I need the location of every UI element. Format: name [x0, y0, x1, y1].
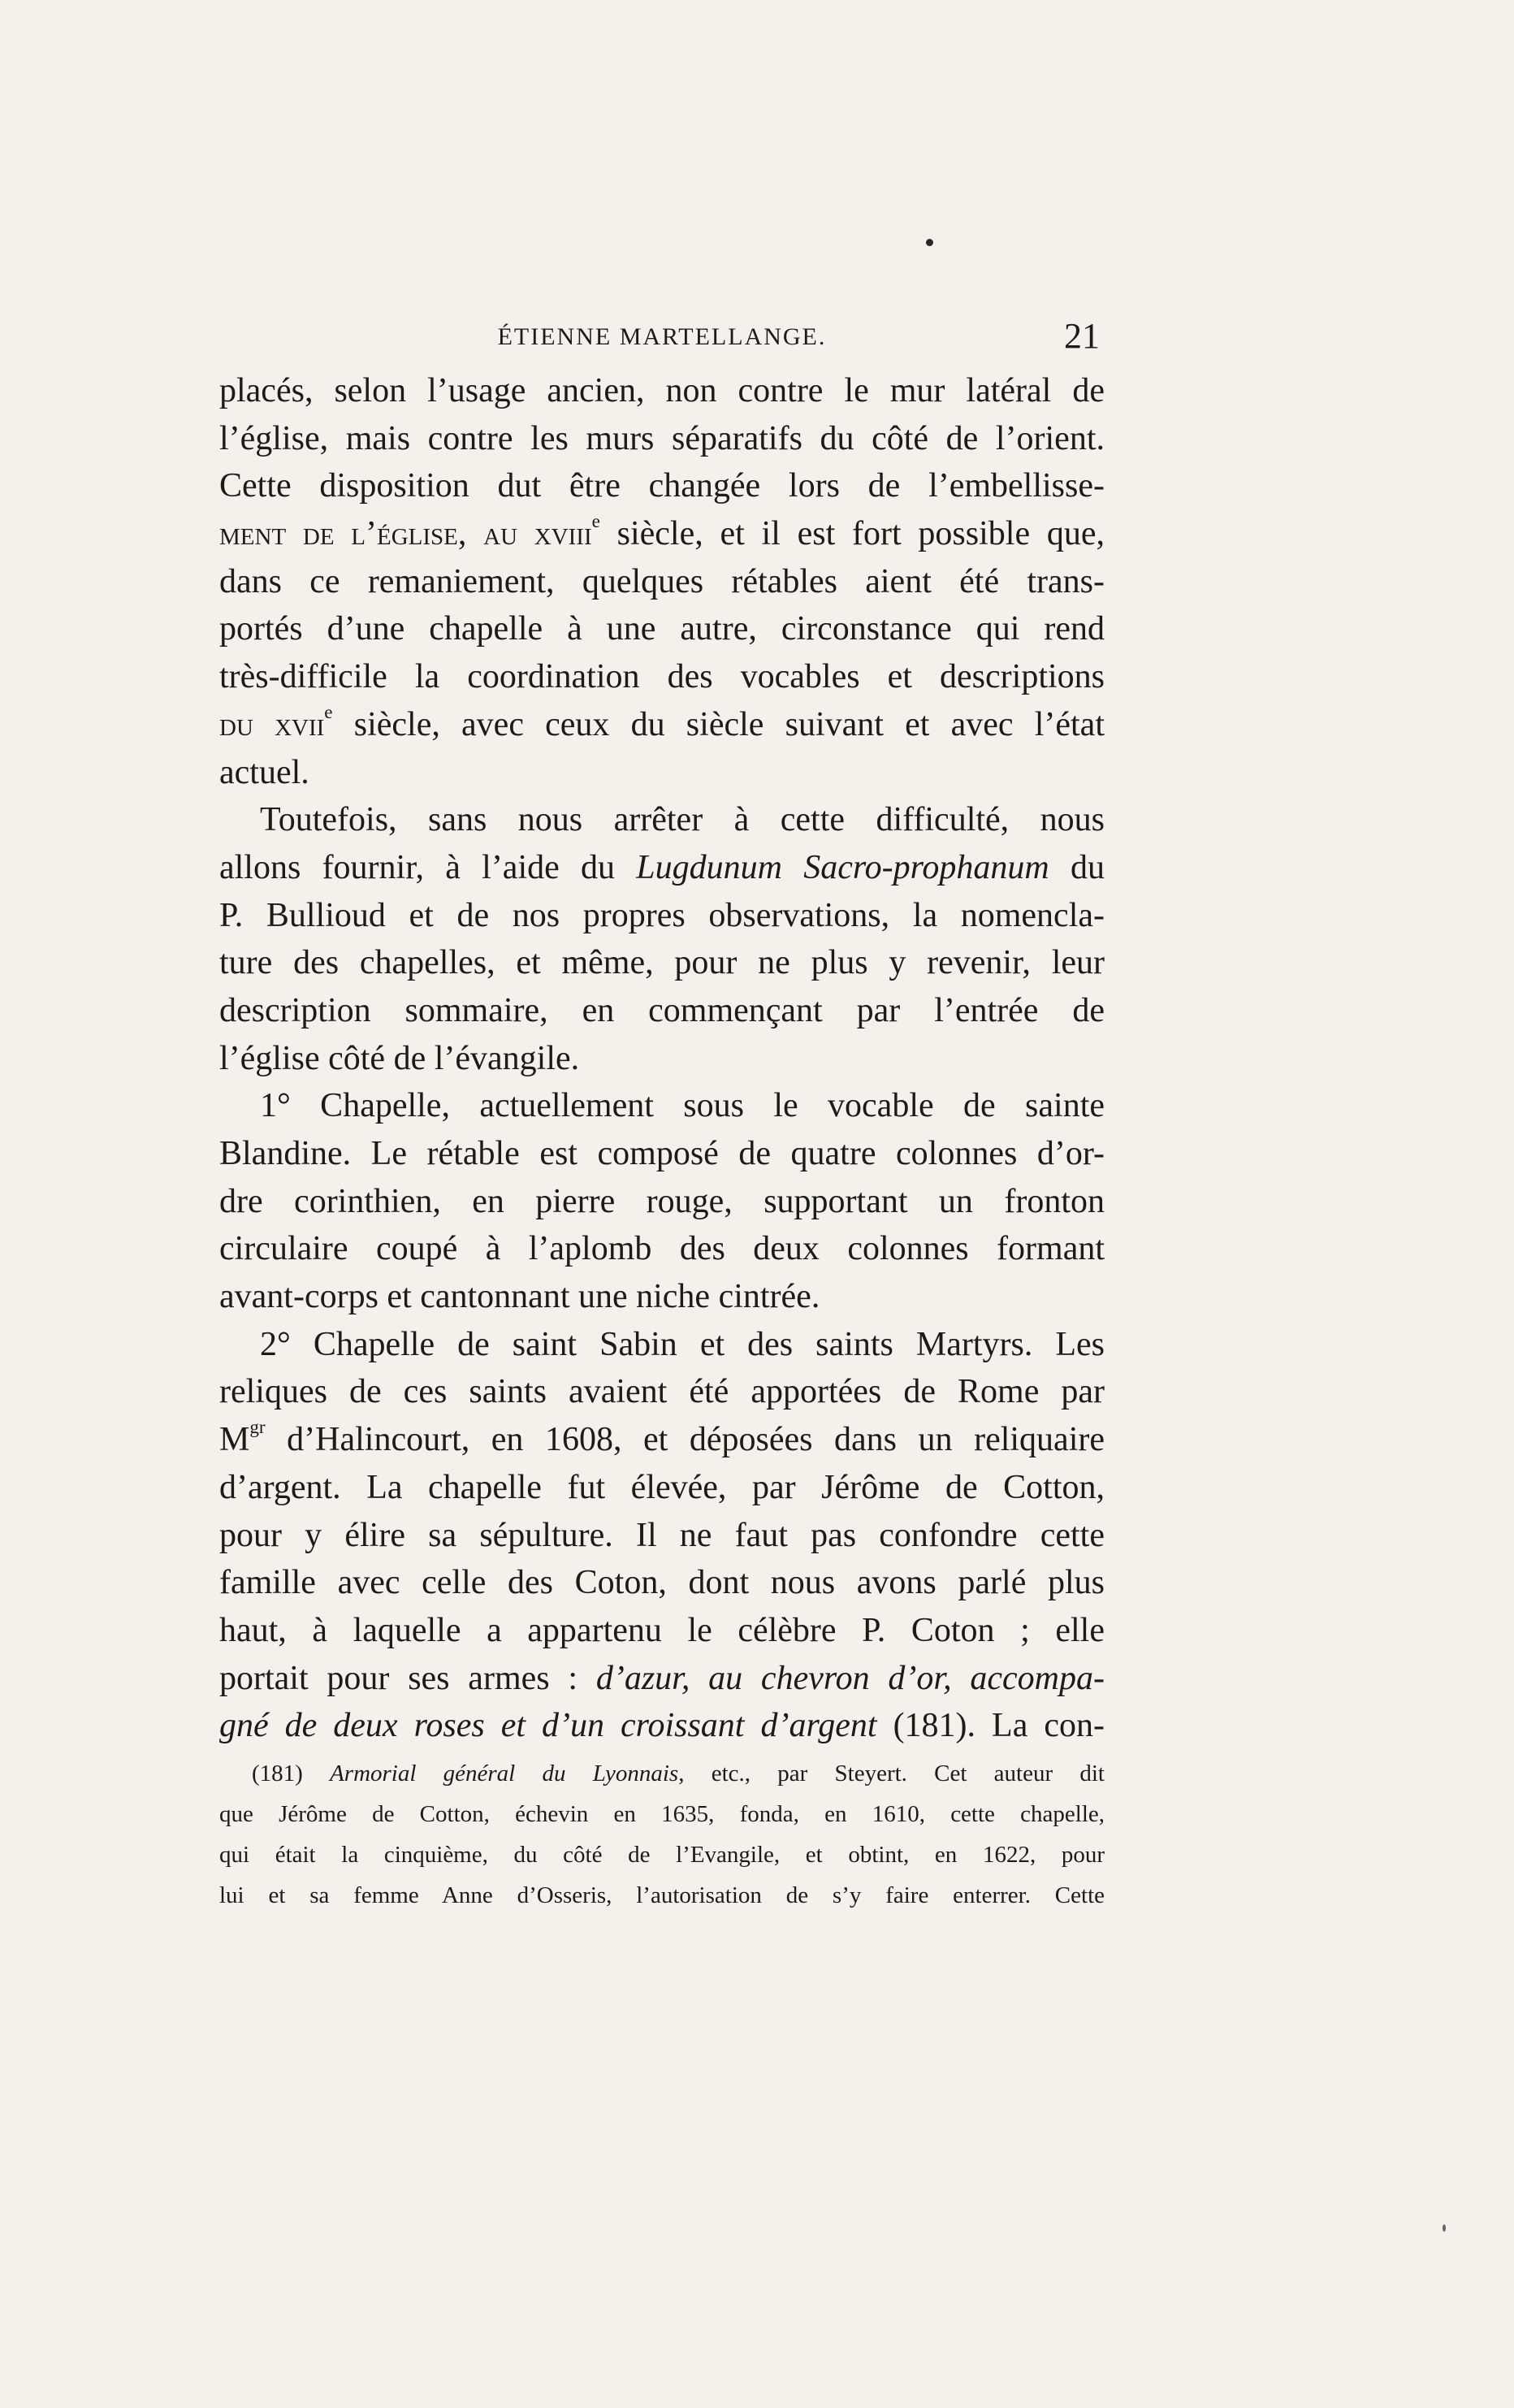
text-line: gné de deux roses et d’un croissant d’argent (181). La con-: [219, 1707, 1105, 1745]
footnote-line: (181) Armorial général du Lyonnais, etc., par Steyert. Cet auteur dit: [252, 1761, 1105, 1787]
footnote-line: lui et sa femme Anne d’Osseris, l’autorisation de s’y faire enterrer. Cette: [219, 1882, 1105, 1908]
body-text: [219, 367, 1105, 1750]
text-line: Cette disposition dut être changée lors de l’embellisse-: [219, 467, 1105, 505]
page-header: [219, 318, 1105, 367]
text-line: famille avec celle des Coton, dont nous avons parlé plus: [219, 1564, 1105, 1602]
footnote-number: (181): [252, 1761, 331, 1787]
text-line: haut, à laquelle a appartenu le célèbre P. Coton ; elle: [219, 1611, 1105, 1649]
text-line: pour y élire sa sépulture. Il ne faut pas confondre cette: [219, 1516, 1105, 1554]
text-line: description sommaire, en commençant par l’entrée de: [219, 991, 1105, 1029]
text-line: Blandine. Le rétable est composé de quatre colonnes d’or-: [219, 1135, 1105, 1172]
text-line: très-difficile la coordination des vocables et descriptions: [219, 658, 1105, 696]
footnote-line: que Jérôme de Cotton, échevin en 1635, fonda, en 1610, cette chapelle,: [219, 1801, 1105, 1827]
text-line: avant-corps et cantonnant une niche cintrée.: [219, 1278, 820, 1316]
text-line: $M^{gr}$ d’Halincourt, en 1608, et déposées dans un reliquaire: [219, 1416, 1105, 1459]
text-line: reliques de ces saints avaient été apportées de Rome par: [219, 1373, 1105, 1411]
text-line: actuel.: [219, 753, 309, 791]
ink-speck: [1443, 2224, 1446, 2232]
footnote-line: qui était la cinquième, du côté de l’Evangile, et obtint, en 1622, pour: [219, 1842, 1105, 1868]
footnotes: [219, 1753, 1105, 1916]
text-line: ment de l’église, au xviii$^e$ siècle, et il est fort possible que,: [219, 510, 1105, 553]
ink-speck: [926, 239, 933, 246]
text-line: placés, selon l’usage ancien, non contre le mur latéral de: [219, 372, 1105, 409]
text-line: ture des chapelles, et même, pour ne plus y revenir, leur: [219, 944, 1105, 982]
text-line: d’argent. La chapelle fut élevée, par Jérôme de Cotton,: [219, 1468, 1105, 1506]
footnote-reference: (181). La con-: [876, 1707, 1105, 1745]
text-line: dre corinthien, en pierre rouge, supportant un fronton: [219, 1182, 1105, 1220]
text-line: portés d’une chapelle à une autre, circonstance qui rend: [219, 610, 1105, 648]
text-line: allons fournir, à l’aide du Lugdunum Sacro-prophanum du: [219, 848, 1105, 886]
running-title: ÉTIENNE MARTELLANGE.: [497, 323, 827, 350]
text-line: circulaire coupé à l’aplomb des deux colonnes formant: [219, 1230, 1105, 1268]
paragraph-start: 2° Chapelle de saint Sabin et des saints Martyrs. Les: [260, 1325, 1105, 1363]
text-line: l’église côté de l’évangile.: [219, 1039, 580, 1077]
page-number: 21: [1064, 316, 1100, 356]
paragraph-start: 1° Chapelle, actuellement sous le vocable de sainte: [260, 1087, 1105, 1125]
text-line: portait pour ses armes : d’azur, au chevron d’or, accompa-: [219, 1659, 1105, 1697]
paragraph-start: Toutefois, sans nous arrêter à cette difficulté, nous: [260, 801, 1105, 839]
text-line: du xvii$^e$ siècle, avec ceux du siècle suivant et avec l’état: [219, 701, 1105, 743]
text-line: dans ce remaniement, quelques rétables aient été trans-: [219, 562, 1105, 600]
text-line: l’église, mais contre les murs séparatifs du côté de l’orient.: [219, 419, 1105, 457]
text-line: P. Bullioud et de nos propres observations, la nomencla-: [219, 896, 1105, 934]
